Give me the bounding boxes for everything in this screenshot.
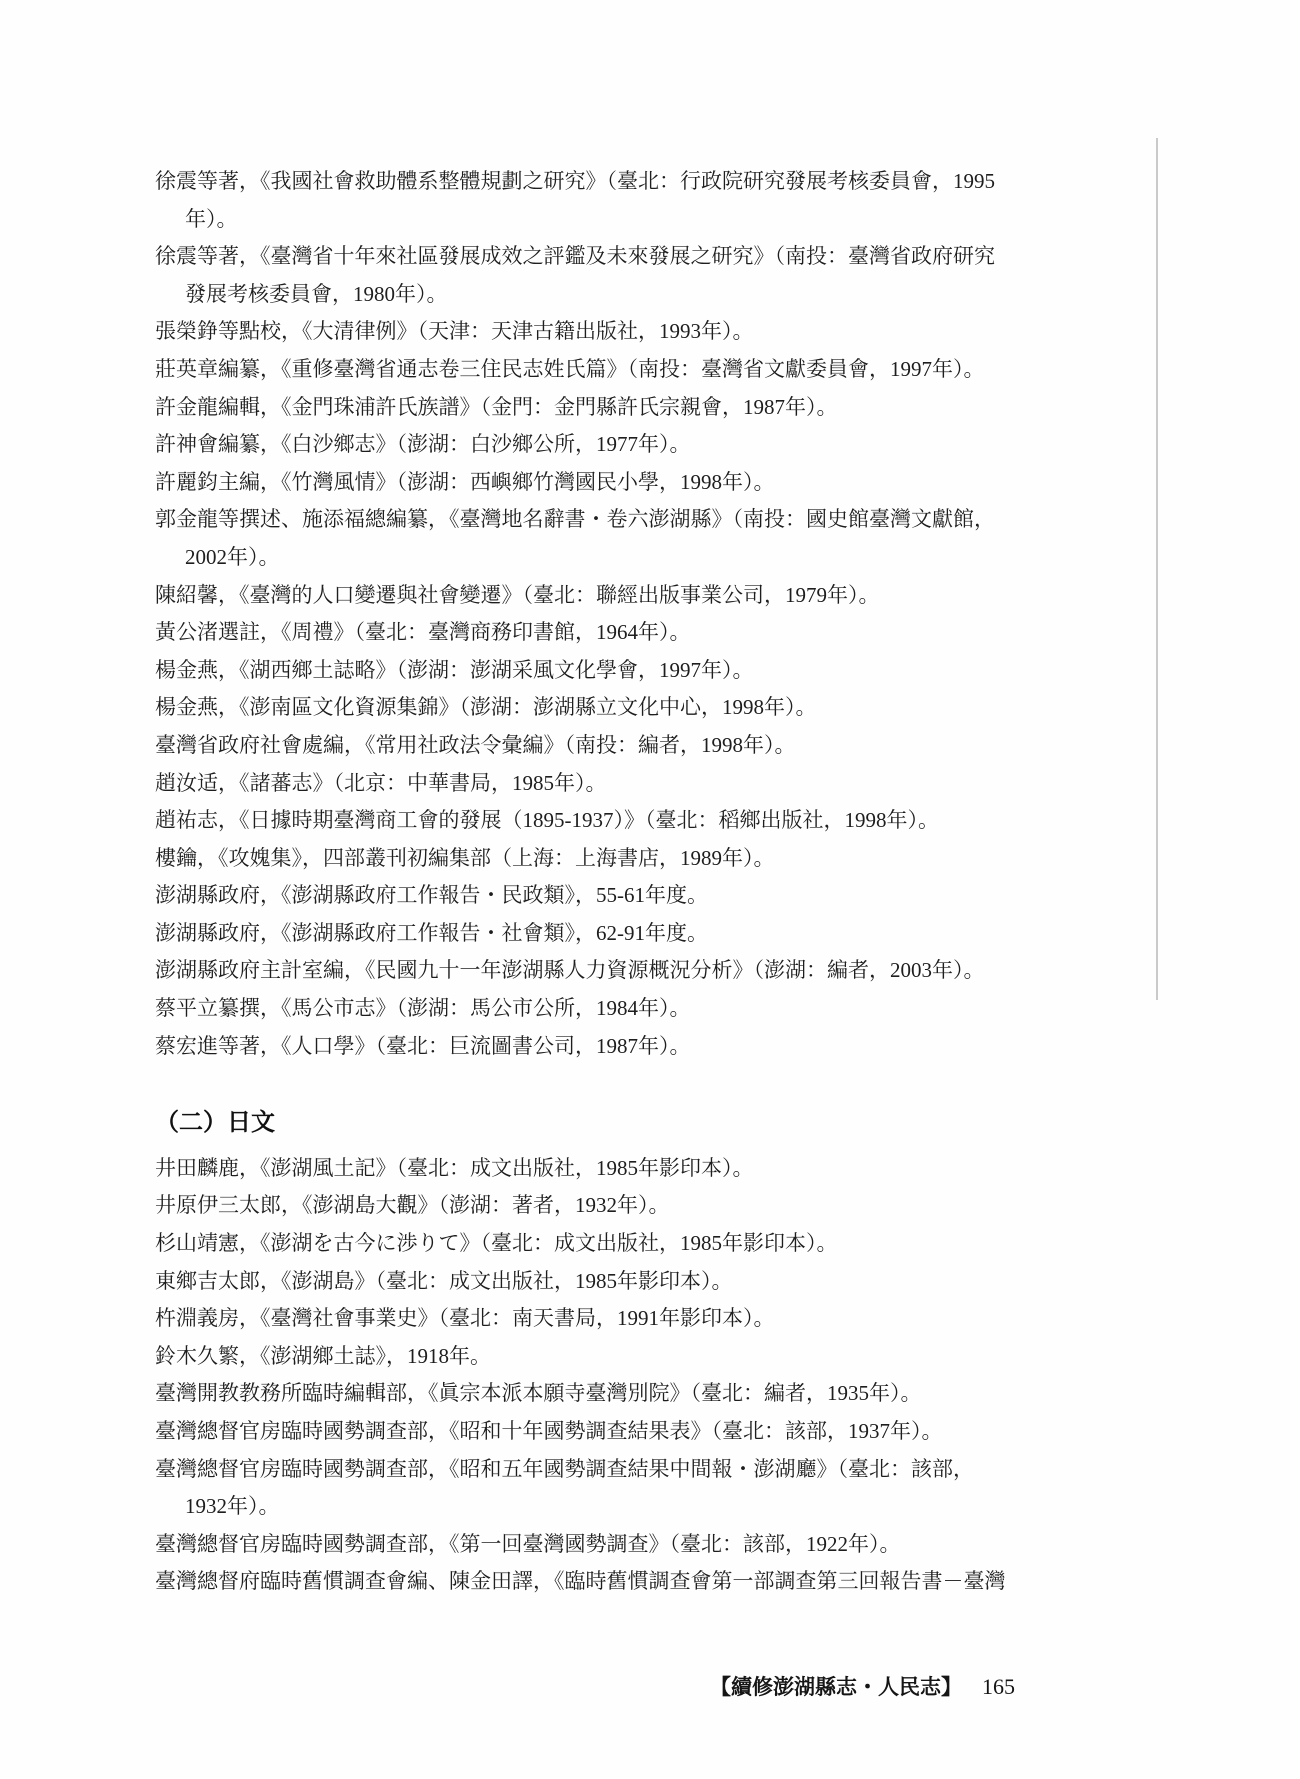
bibliography-entry-line: 楊金燕，《澎南區文化資源集錦》（澎湖：澎湖縣立文化中心，1998年）。 xyxy=(155,695,817,720)
bibliography-entry-line: 陳紹馨，《臺灣的人口變遷與社會變遷》（臺北：聯經出版事業公司，1979年）。 xyxy=(155,582,880,607)
bibliography-entry xyxy=(155,1300,1055,1338)
bibliography-entry-line: 趙祐志，《日據時期臺灣商工會的發展（1895-1937）》（臺北：稻鄉出版社，1998年）。 xyxy=(155,808,939,833)
bibliography-entry xyxy=(155,313,1055,351)
bibliography-entry-line: 杵淵義房，《臺灣社會事業史》（臺北：南天書局，1991年影印本）。 xyxy=(155,1306,775,1331)
bibliography-entry xyxy=(155,727,1055,765)
bibliography-entry xyxy=(155,389,1055,427)
bibliography-entry xyxy=(155,1187,1055,1225)
section-header-japanese: （二）日文 xyxy=(155,1109,275,1137)
bibliography-entry xyxy=(155,765,1055,803)
bibliography-entry-line: 蔡平立纂撰，《馬公市志》（澎湖：馬公市公所，1984年）。 xyxy=(155,996,691,1021)
bibliography-entry-continuation-line: 2002年）。 xyxy=(185,544,280,569)
bibliography-entry xyxy=(155,163,1055,238)
bibliography-entry-line: 許麗鈞主編，《竹灣風情》（澎湖：西嶼鄉竹灣國民小學，1998年）。 xyxy=(155,469,775,494)
bibliography-entry-line: 井原伊三太郎，《澎湖島大觀》（澎湖：著者，1932年）。 xyxy=(155,1193,670,1218)
bibliography-entry-line: 臺灣省政府社會處編，《常用社政法令彙編》（南投：編者，1998年）。 xyxy=(155,732,796,757)
bibliography-entry xyxy=(155,577,1055,615)
bibliography-entry-line: 樓鑰，《攻媿集》，四部叢刊初編集部（上海：上海書店，1989年）。 xyxy=(155,845,775,870)
bibliography-entry xyxy=(155,1338,1055,1376)
bibliography-entry-line: 徐震等著，《臺灣省十年來社區發展成效之評鑑及未來發展之研究》（南投：臺灣省政府研究 xyxy=(155,244,995,269)
bibliography-entry xyxy=(155,1263,1055,1301)
bibliography-entry-line: 臺灣總督官房臨時國勢調查部，《昭和十年國勢調查結果表》（臺北：該部，1937年）。 xyxy=(155,1419,943,1443)
bibliography-entry xyxy=(155,952,1055,990)
bibliography-entry-line: 井田麟鹿，《澎湖風土記》（臺北：成文出版社，1985年影印本）。 xyxy=(155,1155,754,1180)
bibliography-entry-line: 臺灣開教教務所臨時編輯部，《眞宗本派本願寺臺灣別院》（臺北：編者，1935年）。 xyxy=(155,1381,922,1406)
bibliography-entry-line: 東鄉吉太郎，《澎湖島》（臺北：成文出版社，1985年影印本）。 xyxy=(155,1268,733,1293)
bibliography-entry-line: 郭金龍等撰述、施添福總編纂，《臺灣地名辭書・卷六澎湖縣》（南投：國史館臺灣文獻館， xyxy=(155,507,995,532)
bibliography-entry xyxy=(155,840,1055,878)
bibliography-entry-line: 許金龍編輯，《金門珠浦許氏族譜》（金門：金門縣許氏宗親會，1987年）。 xyxy=(155,394,838,419)
bibliography-entry-line: 臺灣總督官房臨時國勢調查部，《第一回臺灣國勢調查》（臺北：該部，1922年）。 xyxy=(155,1531,901,1556)
bibliography-entry xyxy=(155,877,1055,915)
bibliography-entry xyxy=(155,1375,1055,1413)
bibliography-entry xyxy=(155,464,1055,502)
bibliography-entry xyxy=(155,426,1055,464)
bibliography-entry-line: 澎湖縣政府，《澎湖縣政府工作報告・社會類》，62-91年度。 xyxy=(155,920,708,945)
bibliography-entry-line: 楊金燕，《湖西鄉土誌略》（澎湖：澎湖采風文化學會，1997年）。 xyxy=(155,657,754,682)
bibliography-entry xyxy=(155,689,1055,727)
bibliography-entry xyxy=(155,1526,1055,1564)
bibliography-entry-line: 鈴木久繁，《澎湖鄉土誌》，1918年。 xyxy=(155,1343,491,1368)
bibliography-entry xyxy=(155,614,1055,652)
bibliography-entry xyxy=(155,1150,1055,1188)
bibliography-entry xyxy=(155,1225,1055,1263)
bibliography-entry xyxy=(155,1028,1055,1066)
bibliography-entry-line: 莊英章編纂，《重修臺灣省通志卷三住民志姓氏篇》（南投：臺灣省文獻委員會，1997年）。 xyxy=(155,356,985,381)
bibliography-entry xyxy=(155,501,1055,576)
bibliography-entry xyxy=(155,238,1055,313)
bibliography-entry xyxy=(155,1451,1055,1526)
bibliography-entry-line: 徐震等著，《我國社會救助體系整體規劃之研究》（臺北：行政院研究發展考核委員會，1995 xyxy=(155,169,995,193)
bibliography-entry-line: 蔡宏進等著，《人口學》（臺北：巨流圖書公司，1987年）。 xyxy=(155,1033,691,1058)
bibliography-chinese-list xyxy=(155,163,1055,1065)
bibliography-entry-line: 趙汝适，《諸蕃志》（北京：中華書局，1985年）。 xyxy=(155,770,607,795)
bibliography-entry-continuation-line: 1932年）。 xyxy=(185,1494,280,1519)
scan-edge-line xyxy=(1156,138,1158,1000)
bibliography-entry-line: 臺灣總督府臨時舊慣調查會編、陳金田譯，《臨時舊慣調查會第一部調查第三回報告書－臺灣 xyxy=(155,1569,1006,1594)
bibliography-entry xyxy=(155,652,1055,690)
bibliography-entry xyxy=(155,802,1055,840)
bibliography-entry xyxy=(155,351,1055,389)
bibliography-entry-line: 臺灣總督官房臨時國勢調查部，《昭和五年國勢調查結果中間報・澎湖廳》（臺北：該部， xyxy=(155,1456,974,1481)
bibliography-entry-continuation-line: 發展考核委員會，1980年）。 xyxy=(185,281,448,306)
footer-page-number: 165 xyxy=(982,1674,1015,1699)
bibliography-entry-line: 杉山靖憲，《澎湖を古今に渉りて》（臺北：成文出版社，1985年影印本）。 xyxy=(155,1231,838,1256)
bibliography-entry-line: 黃公渚選註，《周禮》（臺北：臺灣商務印書館，1964年）。 xyxy=(155,620,691,645)
bibliography-entry-line: 許神會編纂，《白沙鄉志》（澎湖：白沙鄉公所，1977年）。 xyxy=(155,432,691,457)
bibliography-entry-line: 張榮錚等點校，《大清律例》（天津：天津古籍出版社，1993年）。 xyxy=(155,319,754,344)
bibliography-entry xyxy=(155,990,1055,1028)
bibliography-entry xyxy=(155,915,1055,953)
bibliography-entry xyxy=(155,1563,1055,1601)
page-footer xyxy=(710,1672,1015,1702)
footer-book-title: 【續修澎湖縣志・人民志】 xyxy=(710,1675,962,1699)
bibliography-entry-line: 澎湖縣政府，《澎湖縣政府工作報告・民政類》，55-61年度。 xyxy=(155,883,708,908)
bibliography-entry-line: 澎湖縣政府主計室編，《民國九十一年澎湖縣人力資源概況分析》（澎湖：編者，2003年）。 xyxy=(155,958,985,983)
bibliography xyxy=(155,163,1055,1601)
bibliography-japanese-list xyxy=(155,1150,1055,1601)
bibliography-entry-continuation-line: 年）。 xyxy=(185,206,238,231)
bibliography-entry xyxy=(155,1413,1055,1451)
